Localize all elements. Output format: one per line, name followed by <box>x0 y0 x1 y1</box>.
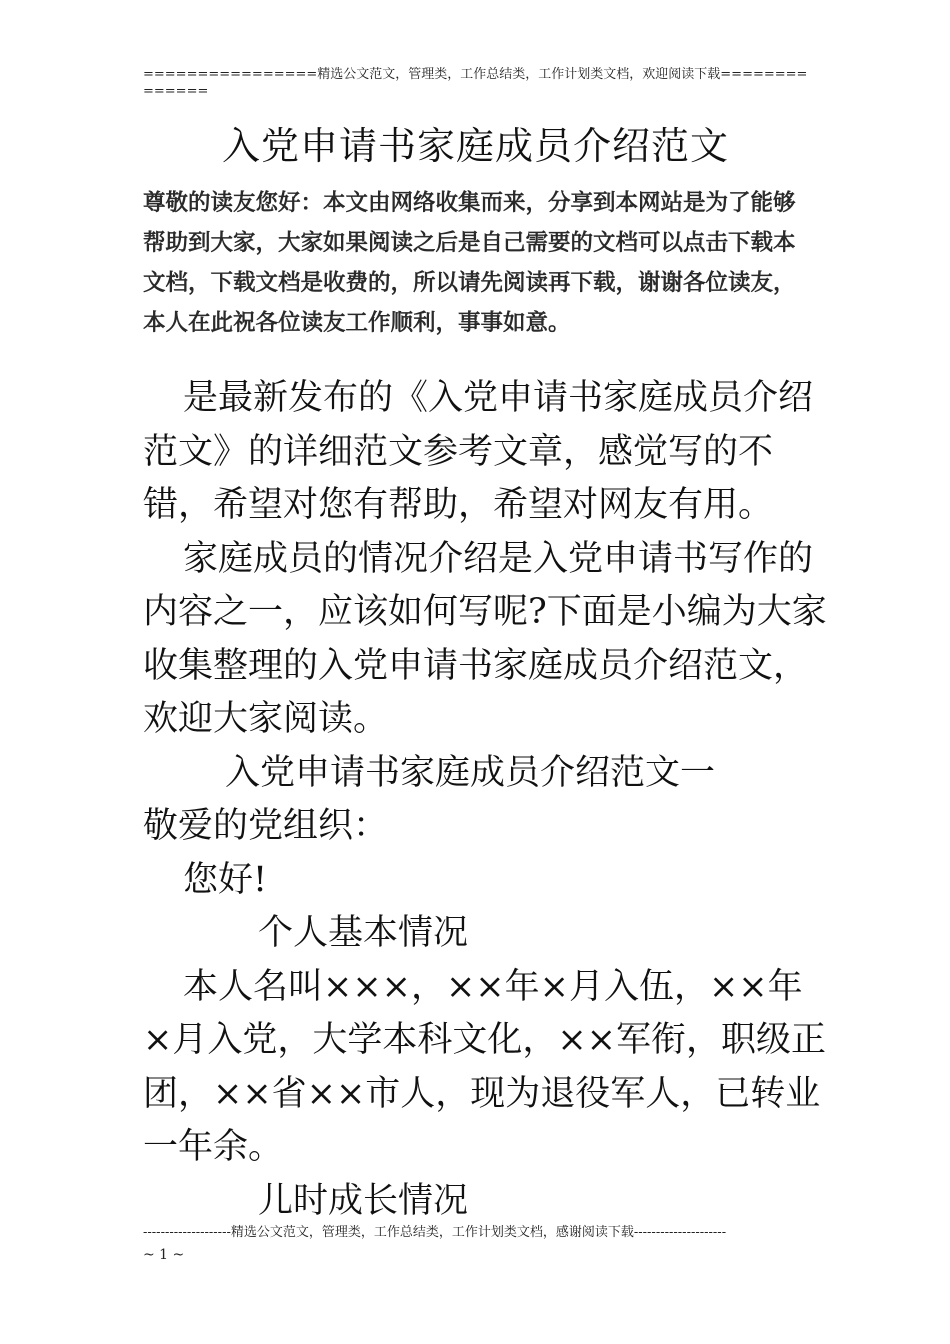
reader-notice: 尊敬的读友您好：本文由网络收集而来，分享到本网站是为了能够帮助到大家，大家如果阅读之后是自己需要的文档可以点击下载本文档，下载文档是收费的，所以请先阅读再下载，谢谢各位读友，本人在此祝各位读友工作顺利，事事如意。 <box>143 190 796 336</box>
greeting: 您好! <box>183 859 268 900</box>
paragraph-intro: 是最新发布的《入党申请书家庭成员介绍范文》的详细范文参考文章，感觉写的不错，希望对您有帮助，希望对网友有用。 <box>143 378 814 525</box>
page-number: ~ 1 ~ <box>143 1247 185 1263</box>
subheading-childhood: 儿时成长情况 <box>258 1180 469 1221</box>
document-body <box>143 372 828 1228</box>
paragraph-personal-info: 本人名叫×××，××年×月入伍，××年×月入党，大学本科文化，××军衔，职级正团，××省××市人，现为退役军人，已转业一年余。 <box>143 966 826 1167</box>
subheading-personal-info: 个人基本情况 <box>258 913 469 953</box>
salutation: 敬爱的党组织： <box>143 806 389 846</box>
document-title: 入党申请书家庭成员介绍范文 <box>221 124 729 168</box>
page-footer: --------------------精选公文范文，管理类，工作总结类，工作计划类文档，感谢阅读下载--------------------- <box>143 1225 727 1240</box>
page-header: ================精选公文范文，管理类，工作总结类，工作计划类文档，欢迎阅读下载============== <box>143 67 808 99</box>
paragraph-overview: 家庭成员的情况介绍是入党申请书写作的内容之一，应该如何写呢?下面是小编为大家收集整理的入党申请书家庭成员介绍范文，欢迎大家阅读。 <box>143 538 827 739</box>
section-heading-sample-one: 入党申请书家庭成员介绍范文一 <box>225 752 716 793</box>
